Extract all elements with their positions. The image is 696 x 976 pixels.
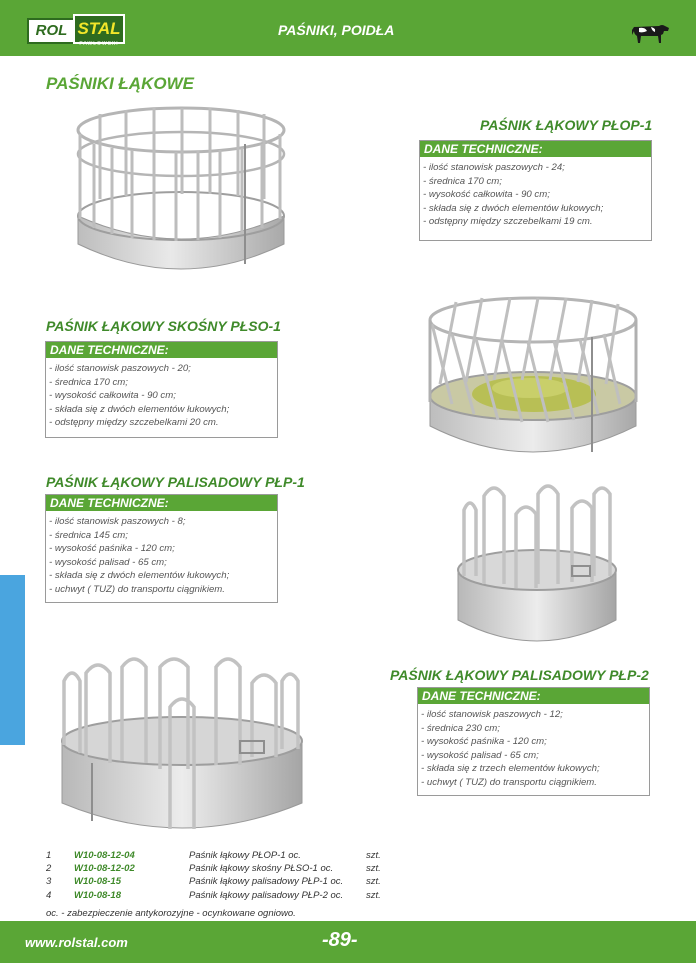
spec-box-plp2 bbox=[417, 687, 650, 796]
page-number: -89- bbox=[322, 929, 358, 951]
spec-item: - wysokość palisad - 65 cm; bbox=[421, 749, 539, 761]
product-title-plop1: PAŚNIK ŁĄKOWY PŁOP-1 bbox=[480, 117, 653, 133]
product-unit: szt. bbox=[366, 850, 381, 861]
spec-item: - ilość stanowisk paszowych - 24; bbox=[423, 162, 565, 173]
spec-box-plso1 bbox=[45, 341, 278, 438]
page-heading: PAŚNIKI ŁĄKOWE bbox=[46, 74, 194, 93]
spec-box-plop1 bbox=[419, 140, 652, 241]
spec-item: - ilość stanowisk paszowych - 8; bbox=[49, 516, 186, 527]
product-code: W10-08-15 bbox=[74, 876, 121, 888]
logo-subtitle: PAWŁOWSKI bbox=[79, 41, 119, 47]
product-unit: szt. bbox=[366, 876, 381, 888]
website-link[interactable]: www.rolstal.com bbox=[25, 935, 128, 950]
row-number: 1 bbox=[46, 850, 52, 861]
feeder-plp1-image bbox=[452, 480, 622, 648]
spec-item: - uchwyt ( TUZ) do transportu ciągnikiem. bbox=[49, 583, 225, 595]
row-number: 3 bbox=[46, 876, 52, 888]
product-code: W10-08-12-04 bbox=[74, 850, 135, 861]
side-tab bbox=[0, 575, 25, 745]
product-unit: szt. bbox=[366, 863, 381, 875]
spec-item: - średnica 170 cm; bbox=[49, 376, 128, 388]
feeder-plop1-image bbox=[70, 104, 292, 274]
spec-header: DANE TECHNICZNE: bbox=[420, 141, 651, 157]
section-title: PAŚNIKI, POIDŁA bbox=[278, 22, 395, 38]
spec-header: DANE TECHNICZNE: bbox=[46, 495, 277, 511]
product-unit: szt. bbox=[366, 889, 381, 901]
spec-item: - wysokość paśnika - 120 cm; bbox=[421, 736, 547, 748]
spec-item: - średnica 230 cm; bbox=[421, 722, 500, 734]
spec-item: - wysokość paśnika - 120 cm; bbox=[49, 543, 175, 555]
product-description: Paśnik łąkowy palisadowy PŁP-1 oc. bbox=[189, 876, 344, 888]
product-code: W10-08-12-02 bbox=[74, 863, 135, 875]
row-number: 4 bbox=[46, 889, 52, 901]
logo-rol: ROL bbox=[27, 18, 76, 44]
spec-item: - wysokość palisad - 65 cm; bbox=[49, 556, 167, 568]
cow-icon bbox=[631, 22, 671, 44]
spec-item: - uchwyt ( TUZ) do transportu ciągnikiem. bbox=[421, 776, 597, 788]
product-description: Paśnik łąkowy PŁOP-1 oc. bbox=[189, 850, 301, 861]
page-header bbox=[0, 0, 696, 56]
rolstal-logo[interactable] bbox=[27, 10, 123, 50]
product-title-plso1: PAŚNIK ŁĄKOWY SKOŚNY PŁSO-1 bbox=[46, 318, 281, 334]
spec-item: - składa się z dwóch elementów łukowych; bbox=[49, 570, 230, 582]
feeder-plso1-image bbox=[422, 292, 644, 460]
page-footer bbox=[0, 921, 696, 963]
spec-item: - wysokość całkowita - 90 cm; bbox=[423, 189, 550, 201]
spec-item: - odstępny między szczebelkami 19 cm. bbox=[423, 216, 593, 228]
logo-stal: STAL bbox=[73, 14, 125, 44]
row-number: 2 bbox=[46, 863, 52, 875]
spec-item: - składa się z dwóch elementów łukowych; bbox=[49, 403, 230, 415]
spec-item: - składa się z dwóch elementów łukowych; bbox=[423, 202, 604, 214]
spec-header: DANE TECHNICZNE: bbox=[46, 342, 277, 358]
feeder-plp2-image bbox=[56, 653, 308, 837]
spec-item: - średnica 145 cm; bbox=[49, 529, 128, 541]
spec-item: - średnica 170 cm; bbox=[423, 175, 502, 187]
spec-header: DANE TECHNICZNE: bbox=[418, 688, 649, 704]
product-code: W10-08-18 bbox=[74, 889, 121, 901]
spec-box-plp1 bbox=[45, 494, 278, 603]
coating-note: oc. - zabezpieczenie antykorozyjne - ocynkowane ogniowo. bbox=[46, 908, 296, 919]
product-title-plp2: PAŚNIK ŁĄKOWY PALISADOWY PŁP-2 bbox=[390, 667, 649, 683]
product-description: Paśnik łąkowy palisadowy PŁP-2 oc. bbox=[189, 889, 344, 901]
product-description: Paśnik łąkowy skośny PŁSO-1 oc. bbox=[189, 863, 334, 875]
spec-item: - składa się z trzech elementów łukowych; bbox=[421, 763, 600, 775]
spec-item: - wysokość całkowita - 90 cm; bbox=[49, 390, 176, 402]
spec-item: - ilość stanowisk paszowych - 20; bbox=[49, 363, 191, 374]
spec-item: - ilość stanowisk paszowych - 12; bbox=[421, 709, 563, 720]
product-title-plp1: PAŚNIK ŁĄKOWY PALISADOWY PŁP-1 bbox=[46, 474, 305, 490]
spec-item: - odstępny między szczebelkami 20 cm. bbox=[49, 417, 219, 429]
